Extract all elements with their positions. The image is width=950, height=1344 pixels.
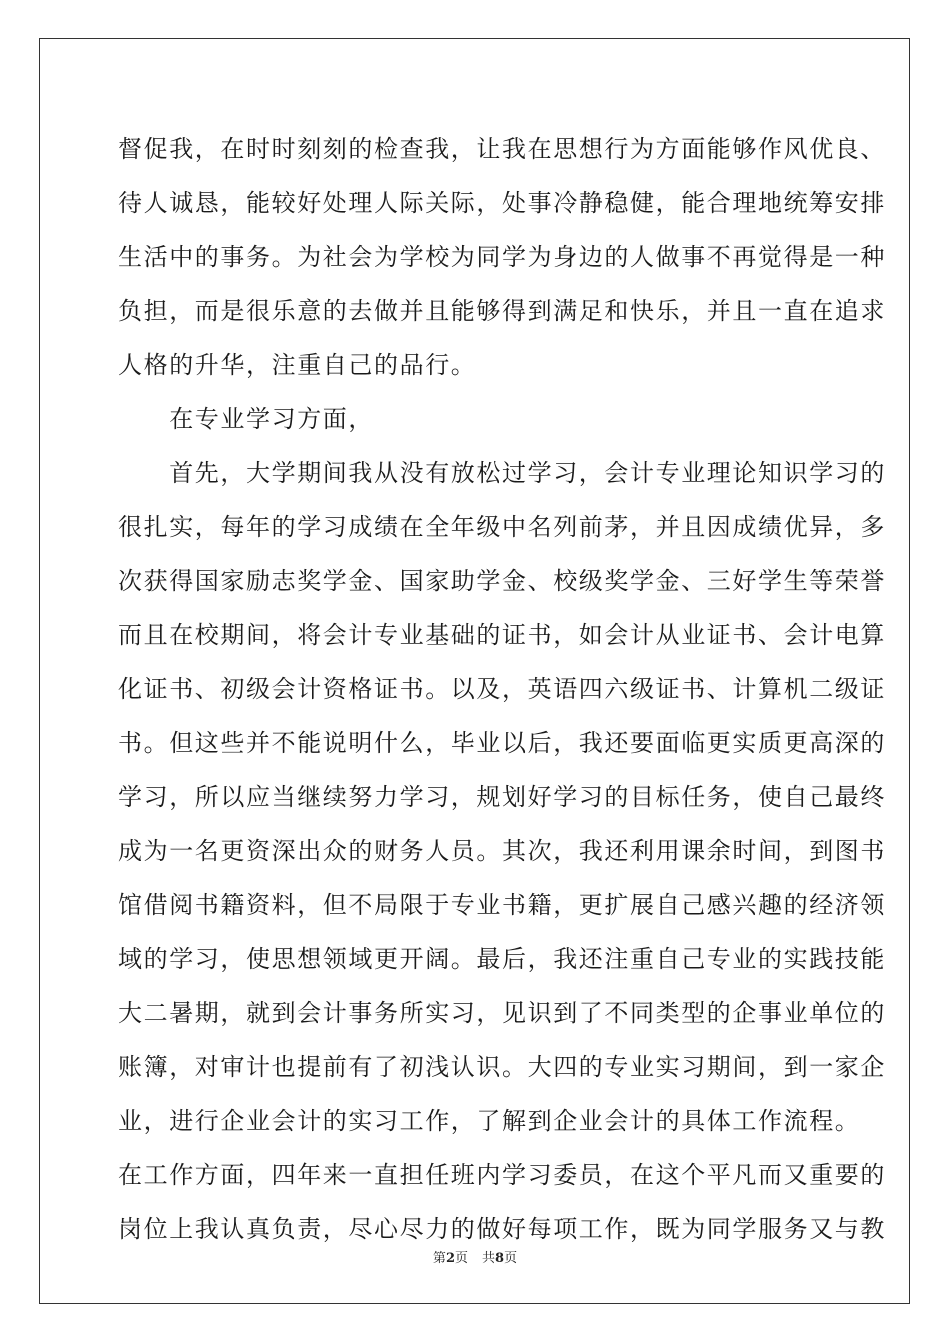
page-prefix: 第 — [432, 1251, 446, 1266]
text-line: 岗位上我认真负责，尽心尽力的做好每项工作，既为同学服务又与教 — [118, 1215, 886, 1243]
text-line: 待人诚恳，能较好处理人际关际，处事冷静稳健，能合理地统筹安排 — [118, 189, 886, 217]
text-line: 在工作方面，四年来一直担任班内学习委员，在这个平凡而又重要的 — [118, 1161, 886, 1189]
text-line: 人格的升华，注重自己的品行。 — [118, 351, 477, 379]
document-body — [118, 122, 886, 1256]
text-line: 大二暑期，就到会计事务所实习，见识到了不同类型的企事业单位的 — [118, 999, 886, 1027]
total-pages: 8 — [495, 1251, 505, 1266]
text-line: 学习，所以应当继续努力学习，规划好学习的目标任务，使自己最终 — [118, 783, 886, 811]
text-line: 生活中的事务。为社会为学校为同学为身边的人做事不再觉得是一种 — [118, 243, 886, 271]
page-footer — [0, 1247, 950, 1266]
text-line: 而且在校期间，将会计专业基础的证书，如会计从业证书、会计电算 — [118, 621, 886, 649]
text-line: 账簿，对审计也提前有了初浅认识。大四的专业实习期间，到一家企 — [118, 1053, 886, 1081]
total-prefix: 共 — [482, 1251, 496, 1266]
text-line: 首先，大学期间我从没有放松过学习，会计专业理论知识学习的 — [118, 459, 886, 487]
text-line: 域的学习，使思想领域更开阔。最后，我还注重自己专业的实践技能 — [118, 945, 886, 973]
text-line: 负担，而是很乐意的去做并且能够得到满足和快乐，并且一直在追求 — [118, 297, 886, 325]
total-suffix: 页 — [504, 1251, 518, 1266]
text-line: 馆借阅书籍资料，但不局限于专业书籍，更扩展自己感兴趣的经济领 — [118, 891, 886, 919]
text-line: 化证书、初级会计资格证书。以及，英语四六级证书、计算机二级证 — [118, 675, 886, 703]
page-number: 2 — [445, 1251, 455, 1266]
text-line: 书。但这些并不能说明什么，毕业以后，我还要面临更实质更高深的 — [118, 729, 886, 757]
text-line: 次获得国家励志奖学金、国家助学金、校级奖学金、三好学生等荣誉 — [118, 567, 886, 595]
page-suffix: 页 — [454, 1251, 468, 1266]
text-line: 督促我，在时时刻刻的检查我，让我在思想行为方面能够作风优良、 — [118, 135, 886, 163]
text-line: 很扎实，每年的学习成绩在全年级中名列前茅，并且因成绩优异，多 — [118, 513, 886, 541]
text-line: 在专业学习方面， — [118, 405, 374, 433]
text-line: 业，进行企业会计的实习工作，了解到企业会计的具体工作流程。 — [118, 1107, 861, 1135]
text-line: 成为一名更资深出众的财务人员。其次，我还利用课余时间，到图书 — [118, 837, 886, 865]
